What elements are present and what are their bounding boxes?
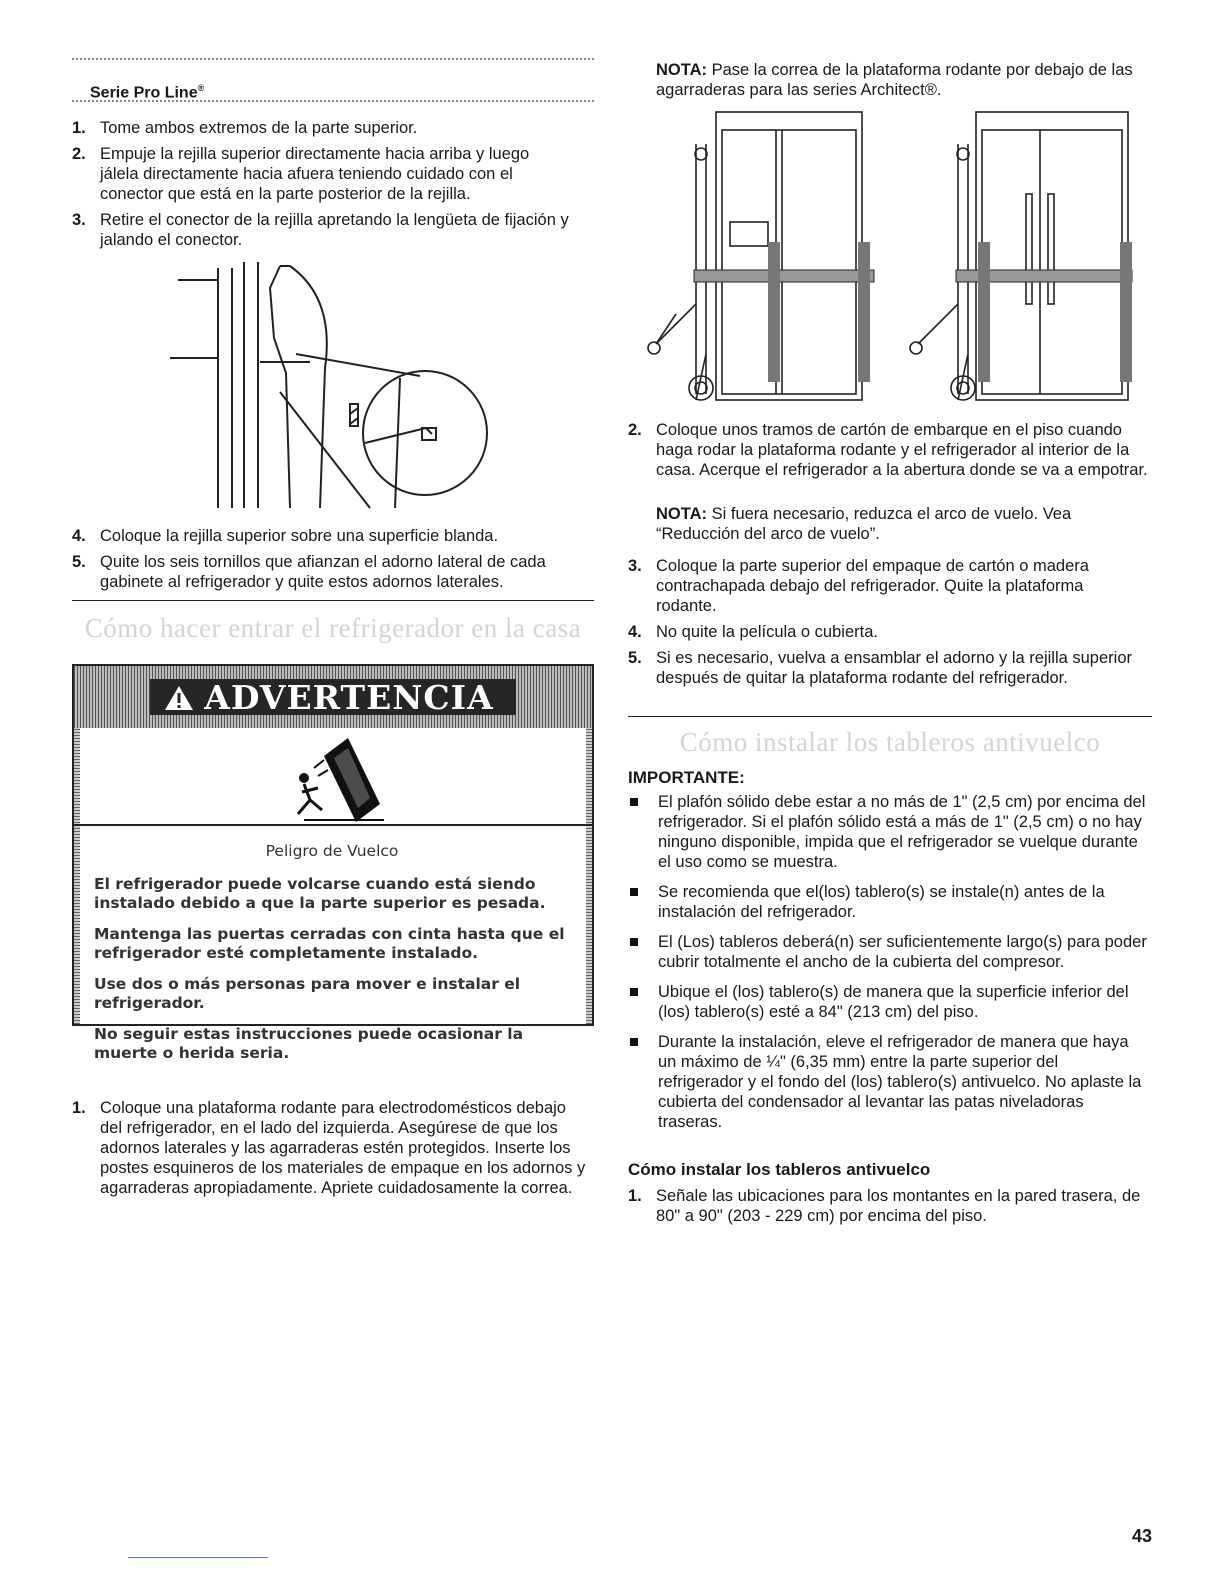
tip-over-hazard-icon: [284, 738, 394, 822]
warning-label: ADVERTENCIA: [150, 679, 515, 715]
list-item: Durante la instalación, eleve el refrigerador de manera que haya un máximo de ¼" (6,35 mm) entre la parte superior del refrigerador y el fondo del (los) tablero(s) antivuelco. No aplaste la cubierta del condensador al levantar las patas niveladoras traseras.: [628, 1032, 1148, 1132]
list-item: 1. Coloque una plataforma rodante para electrodomésticos debajo del refrigerador, en el lado del izquierda. Asegúrese de que los adornos laterales y las agarraderas estén protegidos. Inserte los postes esquineros de los materiales de empaque en los adornos y agarraderas apropiadamente. Apriete cuidadosamente la correa.: [72, 1099, 586, 1197]
warning-body: [94, 842, 570, 1075]
footer-rule: [128, 1557, 268, 1558]
list-item: 4. No quite la película o cubierta.: [628, 623, 878, 641]
anti-tip-steps: [628, 1186, 1148, 1232]
trim-steps: [72, 526, 582, 598]
important-heading: IMPORTANTE:: [628, 768, 745, 787]
list-item: 1. Señale las ubicaciones para los montantes en la pared trasera, de 80" a 90" (203 - 229 cm) por encima del piso.: [628, 1187, 1141, 1225]
tip-over-icon-area: [74, 728, 592, 826]
list-item: 2. Coloque unos tramos de cartón de embarque en el piso cuando haga rodar la plataforma rodante y el refrigerador al interior de la casa. Acerque el refrigerador a la abertura donde se va a empotrar.: [628, 421, 1148, 479]
list-item: 3. Retire el conector de la rejilla apretando la lengüeta de fijación y jalando el conector.: [72, 211, 569, 249]
note-architect: NOTA: Pase la correa de la plataforma rodante por debajo de las agarraderas para las series Architect®.: [656, 61, 1133, 99]
page-number: 43: [1131, 1526, 1152, 1546]
warning-header: [74, 666, 592, 728]
refrigerator-dolly-illustration: [636, 104, 1136, 414]
placement-steps: [628, 556, 1148, 694]
warning-line: Use dos o más personas para mover e instalar el refrigerador.: [94, 975, 521, 1012]
list-item: 1. Tome ambos extremos de la parte superior.: [72, 119, 418, 137]
grille-steps: [72, 118, 572, 256]
anti-tip-subheading: Cómo instalar los tableros antivuelco: [628, 1160, 931, 1179]
series-heading-bar: [72, 58, 594, 102]
list-item: Ubique el (los) tablero(s) de manera que la superficie inferior del (los) tablero(s) esté a 84" (213 cm) del piso.: [628, 982, 1148, 1022]
warning-line: El refrigerador puede volcarse cuando está siendo instalado debido a que la parte superior es pesada.: [94, 875, 546, 912]
list-item: Se recomienda que el(los) tablero(s) se instale(n) antes de la instalación del refrigerador.: [628, 882, 1148, 922]
list-item: 2. Empuje la rejilla superior directamente hacia arriba y luego jálela directamente hacia afuera teniendo cuidado con el conector que está en la parte posterior de la rejilla.: [72, 145, 530, 203]
section-title-move: Cómo hacer entrar el refrigerador en la casa: [84, 613, 582, 643]
important-bullets: [628, 792, 1148, 1142]
note-tilt-arc: NOTA: Si fuera necesario, reduzca el arco de vuelo. Vea “Reducción del arco de vuelo”.: [656, 505, 1072, 543]
series-heading: Serie Pro Line®: [90, 83, 205, 102]
list-item: 3. Coloque la parte superior del empaque de cartón o madera contrachapada debajo del refrigerador. Quite la plataforma rodante.: [628, 557, 1089, 615]
section-title-anti-tip: Cómo instalar los tableros antivuelco: [679, 727, 1101, 757]
warning-box: [72, 664, 594, 1062]
warning-hazard-title: Peligro de Vuelco: [265, 842, 399, 860]
list-item: 5. Quite los seis tornillos que afianzan el adorno lateral de cada gabinete al refrigerador y quite estos adornos laterales.: [72, 553, 546, 591]
list-item: El (Los) tableros deberá(n) ser suficientemente largo(s) para poder cubrir totalmente el ancho de la cubierta del compresor.: [628, 932, 1148, 972]
warning-triangle-icon: [164, 685, 194, 711]
section-divider: [628, 716, 1152, 717]
list-item: 4. Coloque la rejilla superior sobre una superficie blanda.: [72, 527, 499, 545]
dolly-steps: [72, 1098, 592, 1204]
warning-line: No seguir estas instrucciones puede ocasionar la muerte o herida seria.: [94, 1025, 524, 1062]
list-item: El plafón sólido debe estar a no más de 1" (2,5 cm) por encima del refrigerador. Si el plafón sólido está a más de 1" (2,5 cm) o no hay ninguno disponible, impida que el refrigerador se vuelque durante el uso como se muestra.: [628, 792, 1148, 872]
warning-line: Mantenga las puertas cerradas con cinta hasta que el refrigerador esté completamente instalado.: [94, 925, 565, 962]
grille-removal-illustration: [170, 258, 490, 518]
dolly-move-step: [628, 420, 1148, 486]
section-divider: [72, 600, 594, 601]
list-item: 5. Si es necesario, vuelva a ensamblar el adorno y la rejilla superior después de quitar la plataforma rodante del refrigerador.: [628, 649, 1132, 687]
